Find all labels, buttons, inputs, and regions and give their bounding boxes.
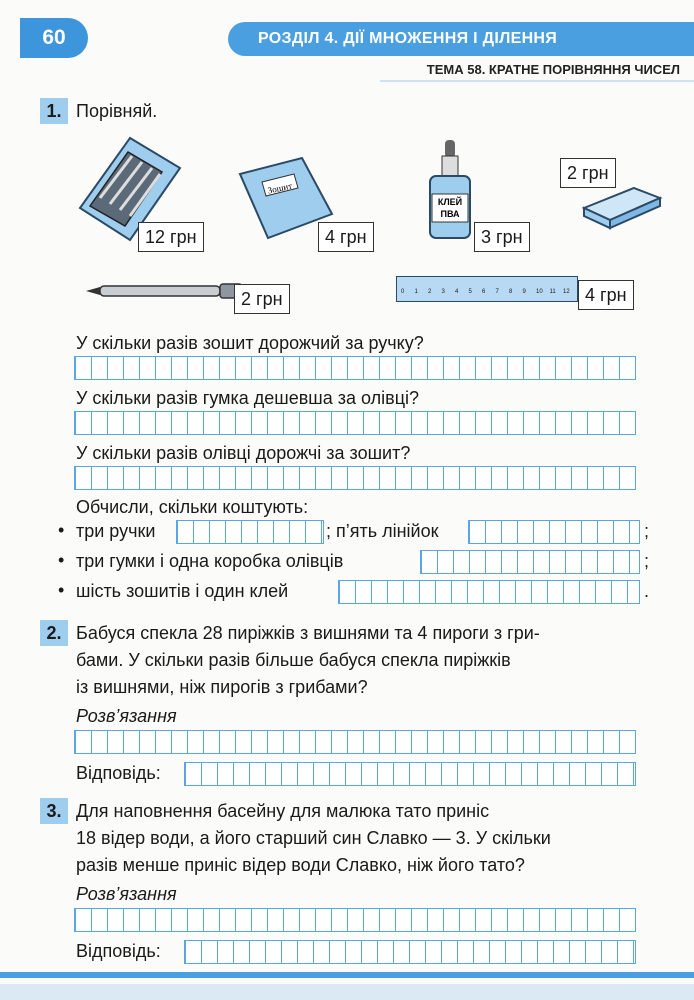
task1-number: 1.	[40, 98, 68, 124]
ruler-tick-label: 8	[509, 289, 513, 295]
task2-solution-label: Розв’язання	[76, 706, 177, 726]
task3-solution-label: Розв’язання	[76, 884, 177, 904]
task3-line3: разів менше приніс відер води Славко, ніж його тато?	[76, 855, 525, 875]
ruler-icon	[396, 276, 578, 302]
bullet1-pens: три ручки	[76, 521, 156, 541]
ruler-price: 4 грн	[578, 280, 634, 310]
ruler-tick-label: 9	[522, 289, 526, 295]
task2-line1: Бабуся спекла 28 пиріжків з вишнями та 4 пироги з гри-	[76, 623, 540, 643]
answer-grid-erasers[interactable]	[420, 550, 640, 574]
bullet3-end: .	[644, 581, 650, 601]
task2-line2: бами. У скільки разів більше бабуся спекла пиріжків	[76, 650, 511, 670]
task2-answer-label: Відповідь:	[76, 763, 161, 783]
ruler-tick-label: 10	[536, 289, 543, 295]
ruler-tick-label: 4	[455, 289, 459, 295]
pen-price: 2 грн	[234, 284, 290, 314]
ruler-tick-label: 11	[549, 289, 556, 295]
ruler-tick-label: 7	[495, 289, 499, 295]
glue-price: 3 грн	[474, 222, 530, 252]
ruler-tick-label: 0	[401, 289, 405, 295]
ruler-tick-label: 6	[482, 289, 486, 295]
task2-answer-grid[interactable]	[184, 762, 636, 786]
footer-bar	[0, 972, 694, 978]
eraser-price: 2 грн	[560, 158, 616, 188]
task3-number: 3.	[40, 798, 68, 824]
notebook-price: 4 грн	[318, 222, 374, 252]
answer-grid-q1[interactable]	[74, 356, 636, 380]
task2-number: 2.	[40, 620, 68, 646]
answer-grid-notebooks[interactable]	[338, 580, 640, 604]
bullet-dot: •	[58, 580, 65, 600]
ruler-tick-label: 12	[563, 289, 570, 295]
eraser-icon	[578, 182, 664, 230]
bullet2-end: ;	[644, 551, 650, 571]
pencils-price: 12 грн	[138, 222, 204, 252]
section-title: РОЗДІЛ 4. ДІЇ МНОЖЕННЯ І ДІЛЕННЯ	[258, 30, 558, 47]
glue-label-1: КЛЕЙ	[437, 197, 463, 207]
task3-line2: 18 відер води, а його старший син Славко — 3. У скільки	[76, 828, 551, 848]
page-number: 60	[20, 18, 88, 58]
bullet3-text: шість зошитів і один клей	[76, 581, 289, 601]
answer-grid-q3[interactable]	[74, 466, 636, 490]
calc-intro: Обчисли, скільки коштують:	[76, 497, 309, 517]
ruler-tick-label: 1	[414, 289, 418, 295]
bullet1-end: ;	[644, 521, 650, 541]
ruler-tick-label: 2	[428, 289, 432, 295]
bullet2-text: три гумки і одна коробка олівців	[76, 551, 344, 571]
bullet1-rulers: ; п’ять лінійок	[326, 521, 439, 541]
ruler-tick-label: 5	[468, 289, 472, 295]
answer-grid-pens[interactable]	[176, 520, 324, 544]
task1-instruction: Порівняй.	[76, 101, 158, 121]
task1-question-3: У скільки разів олівці дорожчі за зошит?	[76, 443, 411, 463]
topic-divider	[380, 80, 694, 82]
task3-answer-grid[interactable]	[184, 940, 636, 964]
notebook-label: Зошит	[266, 180, 293, 196]
answer-grid-q2[interactable]	[74, 411, 636, 435]
glue-label-2: ПВА	[440, 209, 460, 219]
glue-bottle-icon	[426, 140, 476, 244]
task3-solution-grid[interactable]	[74, 908, 636, 932]
task3-line1: Для наповнення басейну для малюка тато приніс	[76, 801, 490, 821]
task2-line3: із вишнями, ніж пирогів з грибами?	[76, 677, 368, 697]
footer-band	[0, 984, 694, 1000]
bullet-dot: •	[58, 520, 65, 540]
bullet-dot: •	[58, 550, 65, 570]
task1-question-2: У скільки разів гумка дешевша за олівці?	[76, 388, 420, 408]
ruler-tick-label: 3	[441, 289, 445, 295]
task1-question-1: У скільки разів зошит дорожчий за ручку?	[76, 333, 424, 353]
task3-answer-label: Відповідь:	[76, 941, 161, 961]
task2-solution-grid[interactable]	[74, 730, 636, 754]
topic-title: ТЕМА 58. КРАТНЕ ПОРІВНЯННЯ ЧИСЕЛ	[426, 62, 680, 77]
answer-grid-rulers[interactable]	[468, 520, 640, 544]
pen-icon	[86, 280, 246, 302]
